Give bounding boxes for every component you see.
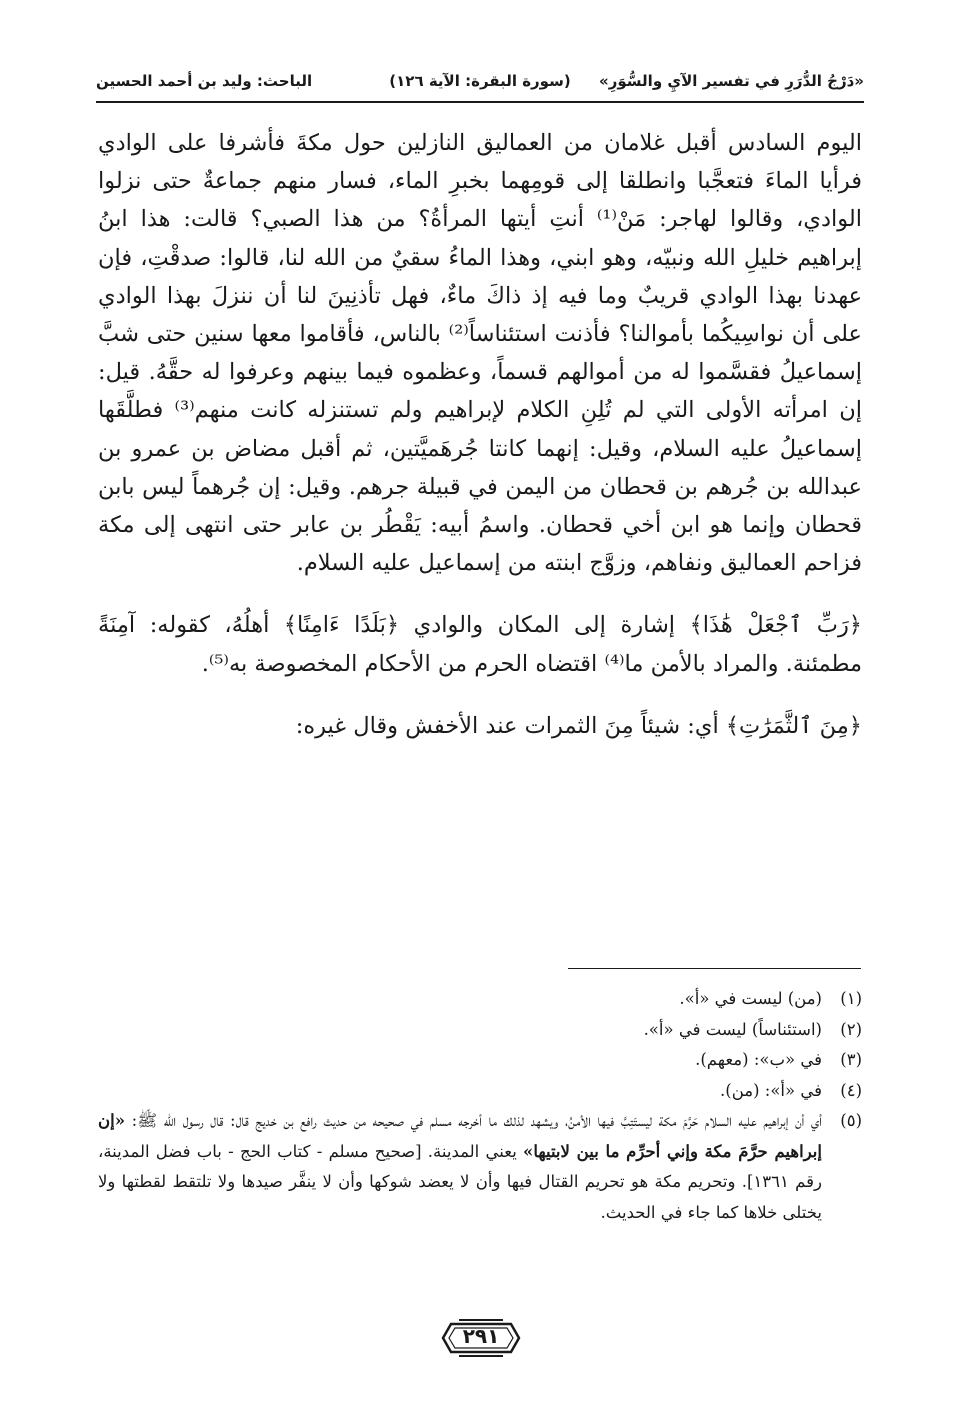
footnote-4	[98, 1076, 862, 1107]
footnote-number: (٢)	[840, 1019, 862, 1039]
paragraph-3: ﴿مِنَ ٱلثَّمَرَٰتِ﴾ أي: شيئاً مِنَ الثمرات عند الأخفش وقال غيره:	[295, 712, 862, 739]
footnote-text: (من) ليست في «أ».	[679, 989, 822, 1008]
footnote-number: (٣)	[840, 1050, 862, 1069]
main-text	[98, 124, 862, 745]
footnote-text: (استئناساً) ليست في «أ».	[643, 1019, 822, 1039]
hadith-quote: «إن إبراهيم حرَّمَ مكة وإني أحرِّم ما بين لابتيها»	[98, 1111, 822, 1161]
footnote-2	[98, 1015, 862, 1046]
footnote-5	[98, 1106, 862, 1228]
footnote-text: في «أ»: (من).	[720, 1080, 822, 1100]
page-number: ٢٩١	[462, 1324, 500, 1348]
surah-reference: (سورة البقرة: الآية ١٢٦)	[389, 72, 571, 90]
footnote-3	[98, 1045, 862, 1076]
running-header	[96, 72, 864, 94]
page-number-ornament	[441, 1318, 521, 1358]
footnote-text	[98, 1106, 822, 1228]
paragraph-2: ﴿رَبِّ ٱجْعَلْ هَٰذَا﴾ إشارة إلى المكان والوادي ﴿بَلَدًا ءَامِنًا﴾ أهلُهُ، كقوله: آمِنَةً مطمئنة. والمراد بالأمن ما⁽⁴⁾ اقتضاه الحرم من الأحكام المخصوصة به⁽⁵⁾.	[98, 612, 862, 677]
footnote-number: (١)	[840, 989, 862, 1008]
header-rule	[96, 101, 864, 103]
book-title: «دَرْجُ الدُّرَرِ في تفسير الآيِ والسُّوَرِ»	[599, 72, 864, 90]
footnotes	[98, 984, 862, 1228]
footnote-text-part: أي أن إبراهيم عليه السلام حَرَّمَ مكة ليستَتِبَّ فيها الأمنُ، ويشهد لذلك ما أخرجه مسلم في صحيحه من حديث رافع بن خديج قال: قال رسول الله ﷺ:	[125, 1111, 822, 1130]
footnote-rule	[568, 968, 861, 969]
footnote-text: في «ب»: (معهم).	[695, 1050, 822, 1069]
paragraph-1: اليوم السادس أقبل غلامان من العماليق النازلين حول مكةَ فأشرفا على الوادي فرأيا الماءَ فتعجَّبا وانطلقا إلى قومِهما بخبرِ الماء، فسار منهم جماعةٌ حتى نزلوا الوادي، وقالوا لهاجر: مَنْ⁽¹⁾ أنتِ أيتها المرأةُ؟ من هذا الصبي؟ قالت: هذا ابنُ إبراهيم خليلِ الله ونبيّه، وهو ابني، وهذا الماءُ سقيٌ من الله لنا، قالوا: صدقْتِ، فإن عهدنا بهذا الوادي قريبٌ وما فيه إذ ذاكَ ماءٌ، فهل تأذنِينَ لنا أن ننزلَ بهذا الوادي على أن نواسِيكُما بأموالنا؟ فأذنت استئناساً⁽²⁾ بالناس، فأقاموا معها سنين حتى شبَّ إسماعيلُ فقسَّموا له من أموالهم قسماً، وعظموه فيما بينهم وعرفوا له حقَّهُ. قيل: إن امرأته الأولى التي لم تُلِنِ الكلام لإبراهيم ولم تستنزله كانت منهم⁽³⁾ فطلَّقَها إسماعيلُ عليه السلام، وقيل: إنهما كانتا جُرهَميَّتين، ثم أقبل مضاض بن عمرو بن عبدالله بن جُرهم بن قحطان من اليمن في قبيلة جرهم. وقيل: إن جُرهماً ليس بابن قحطان وإنما هو ابن أخي قحطان. واسمُ أبيه: يَقْطُر بن عابر حتى انتهى إلى مكة فزاحم العماليق ونفاهم، وزوَّج ابنته من إسماعيل عليه السلام.	[98, 130, 862, 577]
footnote-number: (٥)	[840, 1111, 862, 1130]
footnote-1	[98, 984, 862, 1015]
footnote-text-part: يعني المدينة. [صحيح مسلم - كتاب الحج - باب فضل المدينة، رقم ١٣٦١]. وتحريم مكة هو تحريم القتال فيها وأن لا يعضد شوكها وأن لا ينفَّر صيدها ولا تلتقط لقطتها ولا يختلى خلاها كما جاء في الحديث.	[98, 1141, 822, 1222]
researcher-name: الباحث: وليد بن أحمد الحسين	[96, 72, 313, 90]
footnote-number: (٤)	[840, 1080, 862, 1100]
